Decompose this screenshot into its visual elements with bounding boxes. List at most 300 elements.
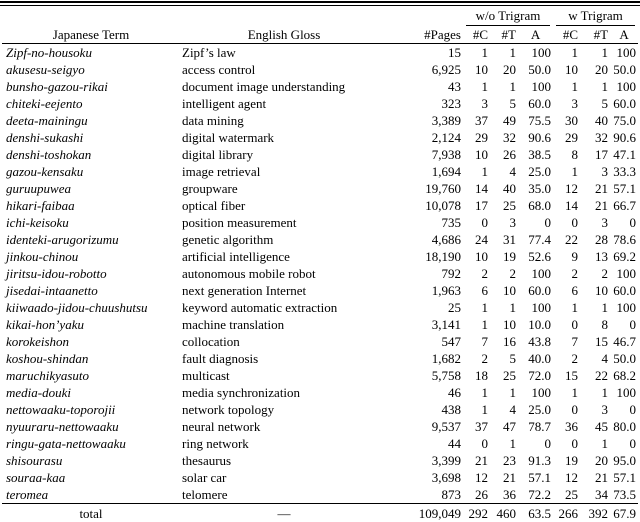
term-cell: jiritsu-idou-robotto [6, 266, 107, 281]
w-trigram-t-cell: 20 [595, 62, 609, 77]
gloss-cell: access control [182, 62, 256, 77]
wo-trigram-t-cell: 25 [503, 198, 516, 213]
wo-trigram-t-cell: 2 [509, 266, 516, 281]
table-row [2, 282, 638, 299]
w-trigram-t-cell: 1 [601, 436, 609, 451]
table-row [2, 129, 638, 146]
pages-cell: 3,389 [431, 113, 461, 128]
term-cell: kiiwaado-jidou-chuushutsu [6, 300, 148, 315]
w-trigram-t-cell: 17 [595, 147, 609, 162]
gloss-cell: neural network [182, 419, 261, 434]
wo-trigram-c-cell: 1 [481, 300, 488, 315]
gloss-cell: collocation [182, 334, 240, 349]
w-trigram-t-cell: 3 [601, 164, 609, 179]
wo-trigram-a-cell: 50.0 [528, 62, 552, 77]
w-trigram-c-cell: 1 [571, 45, 579, 60]
w-trigram-c-cell: 0 [571, 436, 579, 451]
term-cell: Zipf-no-housoku [6, 45, 92, 60]
table-row [2, 180, 638, 197]
table-row [2, 367, 638, 384]
table-row [2, 265, 638, 282]
term-cell: nyuuraru-nettowaaku [6, 419, 119, 434]
group-header-wo-trigram-label: w/o Trigram [466, 6, 550, 26]
term-cell: teromea [6, 487, 49, 502]
wo-trigram-c-cell: 3 [481, 96, 488, 111]
term-cell: ichi-keisoku [6, 215, 69, 230]
gloss-cell: telomere [182, 487, 228, 502]
wo-trigram-t-cell: 36 [503, 487, 516, 502]
wo-trigram-a-cell: 0 [544, 436, 552, 451]
wo-trigram-t-cell: 47 [503, 419, 516, 434]
wo-trigram-a-cell: 100 [531, 45, 552, 60]
pages-cell: 5,758 [431, 368, 461, 383]
term-cell: kikai-hon’yaku [6, 317, 84, 332]
pages-cell: 2,124 [431, 130, 461, 145]
w-trigram-t-cell: 34 [595, 487, 609, 502]
wo-trigram-a-cell: 10.0 [528, 317, 552, 332]
w-trigram-t-cell: 10 [595, 283, 609, 298]
term-cell: souraa-kaa [6, 470, 66, 485]
w-trigram-c-cell: 30 [565, 113, 579, 128]
wo-trigram-t-cell: 1 [509, 79, 516, 94]
table-row [2, 452, 638, 469]
term-cell: koshou-shindan [6, 351, 89, 366]
wo-trigram-c-cell: 10 [475, 147, 488, 162]
gloss-cell: keyword automatic extraction [182, 300, 338, 315]
w-trigram-a-cell: 95.0 [613, 453, 637, 468]
pages-cell: 46 [448, 385, 461, 400]
w-trigram-t-cell: 45 [595, 419, 609, 434]
wo-trigram-t-cell: 5 [509, 96, 516, 111]
pages-cell: 7,938 [431, 147, 461, 162]
table-row [2, 316, 638, 333]
w-trigram-a-cell: 50.0 [613, 351, 637, 366]
pages-cell: 1,694 [431, 164, 461, 179]
wo-trigram-a-cell: 0 [544, 215, 552, 230]
gloss-cell: thesaurus [182, 453, 232, 468]
column-header-w-a: A [610, 26, 638, 44]
wo-trigram-c-cell: 1 [481, 45, 488, 60]
wo-trigram-a-cell: 100 [531, 266, 552, 281]
w-trigram-t-cell: 1 [601, 385, 609, 400]
term-cell: korokeishon [6, 334, 70, 349]
wo-trigram-a-cell: 57.1 [528, 470, 552, 485]
term-cell: gazou-kensaku [6, 164, 84, 179]
table-row [2, 469, 638, 486]
table-row [2, 231, 638, 248]
w-trigram-a-cell: 100 [616, 79, 637, 94]
term-cell: guruupuwea [6, 181, 71, 196]
table-row [2, 299, 638, 316]
wo-trigram-a-cell: 60.0 [528, 283, 552, 298]
w-trigram-a-cell: 66.7 [613, 198, 637, 213]
wo-trigram-t-cell: 1 [509, 45, 516, 60]
table-row [2, 197, 638, 214]
term-cell: shisourasu [6, 453, 63, 468]
group-header-w-trigram-label: w Trigram [556, 6, 635, 26]
term-cell: denshi-toshokan [6, 147, 92, 162]
pages-cell: 792 [441, 266, 461, 281]
gloss-cell: digital library [182, 147, 254, 162]
wo-trigram-t-cell: 5 [509, 351, 516, 366]
wo-trigram-t-cell: 31 [503, 232, 516, 247]
wo-trigram-c-cell: 1 [481, 164, 488, 179]
wo-trigram-a-cell: 75.5 [528, 113, 552, 128]
term-cell: akusesu-seigyo [6, 62, 85, 77]
total-wo-c: 292 [463, 504, 490, 522]
w-trigram-t-cell: 1 [601, 300, 609, 315]
w-trigram-c-cell: 9 [571, 249, 579, 264]
column-header-wo-t: #T [490, 26, 518, 44]
wo-trigram-c-cell: 1 [481, 317, 488, 332]
table-row [2, 78, 638, 95]
w-trigram-c-cell: 0 [571, 317, 579, 332]
wo-trigram-a-cell: 38.5 [528, 147, 552, 162]
term-cell: jinkou-chinou [6, 249, 79, 264]
wo-trigram-a-cell: 90.6 [528, 130, 552, 145]
table-row [2, 350, 638, 367]
wo-trigram-a-cell: 25.0 [528, 402, 552, 417]
pages-cell: 25 [448, 300, 461, 315]
pages-cell: 4,686 [431, 232, 461, 247]
wo-trigram-t-cell: 19 [503, 249, 516, 264]
table-row [2, 333, 638, 350]
gloss-cell: machine translation [182, 317, 285, 332]
total-label: total [2, 504, 180, 522]
w-trigram-t-cell: 8 [601, 317, 609, 332]
wo-trigram-t-cell: 32 [503, 130, 516, 145]
w-trigram-t-cell: 3 [601, 215, 609, 230]
column-header-english-gloss: English Gloss [180, 26, 388, 44]
table-row [2, 163, 638, 180]
column-header-japanese-term: Japanese Term [2, 26, 180, 44]
wo-trigram-a-cell: 40.0 [528, 351, 552, 366]
wo-trigram-c-cell: 37 [475, 113, 488, 128]
wo-trigram-c-cell: 26 [475, 487, 488, 502]
w-trigram-a-cell: 60.0 [613, 96, 637, 111]
term-cell: jisedai-intaanetto [6, 283, 98, 298]
pages-cell: 3,399 [431, 453, 461, 468]
wo-trigram-a-cell: 43.8 [528, 334, 552, 349]
wo-trigram-t-cell: 1 [509, 436, 516, 451]
wo-trigram-t-cell: 3 [509, 215, 516, 230]
w-trigram-c-cell: 1 [571, 164, 579, 179]
table-row [2, 384, 638, 401]
term-cell: denshi-sukashi [6, 130, 84, 145]
w-trigram-t-cell: 40 [595, 113, 609, 128]
w-trigram-t-cell: 21 [595, 181, 609, 196]
wo-trigram-a-cell: 100 [531, 300, 552, 315]
term-cell: chiteki-eejento [6, 96, 83, 111]
gloss-cell: multicast [182, 368, 230, 383]
wo-trigram-t-cell: 23 [503, 453, 516, 468]
w-trigram-c-cell: 25 [565, 487, 579, 502]
wo-trigram-c-cell: 6 [481, 283, 488, 298]
pages-cell: 438 [441, 402, 461, 417]
total-wo-t: 460 [490, 504, 518, 522]
pages-cell: 10,078 [425, 198, 461, 213]
wo-trigram-a-cell: 72.2 [528, 487, 552, 502]
table-row [2, 486, 638, 504]
w-trigram-a-cell: 73.5 [613, 487, 637, 502]
wo-trigram-a-cell: 77.4 [528, 232, 552, 247]
w-trigram-t-cell: 1 [601, 45, 609, 60]
group-header-w-trigram [553, 6, 638, 26]
gloss-cell: digital watermark [182, 130, 275, 145]
gloss-cell: Zipf’s law [182, 45, 236, 60]
w-trigram-t-cell: 28 [595, 232, 609, 247]
pages-cell: 15 [448, 45, 461, 60]
total-w-c: 266 [553, 504, 580, 522]
group-header-wo-trigram [463, 6, 553, 26]
table-row [2, 61, 638, 78]
wo-trigram-a-cell: 25.0 [528, 164, 552, 179]
wo-trigram-t-cell: 4 [509, 164, 516, 179]
gloss-cell: fault diagnosis [182, 351, 259, 366]
w-trigram-c-cell: 22 [565, 232, 579, 247]
gloss-cell: intelligent agent [182, 96, 267, 111]
term-cell: maruchikyasuto [6, 368, 90, 383]
total-row [2, 504, 638, 522]
wo-trigram-c-cell: 29 [475, 130, 488, 145]
wo-trigram-t-cell: 25 [503, 368, 516, 383]
w-trigram-a-cell: 78.6 [613, 232, 637, 247]
w-trigram-t-cell: 4 [601, 351, 609, 366]
wo-trigram-c-cell: 24 [475, 232, 488, 247]
column-header-w-t: #T [580, 26, 610, 44]
wo-trigram-c-cell: 10 [475, 249, 488, 264]
wo-trigram-a-cell: 52.6 [528, 249, 552, 264]
w-trigram-c-cell: 12 [565, 181, 579, 196]
table-row [2, 146, 638, 163]
table-row [2, 112, 638, 129]
wo-trigram-t-cell: 26 [503, 147, 516, 162]
term-cell: ringu-gata-nettowaaku [6, 436, 126, 451]
wo-trigram-c-cell: 0 [481, 436, 488, 451]
group-header-row [2, 6, 638, 26]
table-body [2, 44, 638, 504]
gloss-cell: artificial intelligence [182, 249, 290, 264]
w-trigram-c-cell: 0 [571, 402, 579, 417]
wo-trigram-c-cell: 1 [481, 385, 488, 400]
wo-trigram-t-cell: 40 [503, 181, 516, 196]
wo-trigram-t-cell: 1 [509, 385, 516, 400]
table-footer [2, 504, 638, 522]
pages-cell: 3,698 [431, 470, 461, 485]
wo-trigram-t-cell: 1 [509, 300, 516, 315]
pages-cell: 735 [441, 215, 461, 230]
wo-trigram-c-cell: 37 [475, 419, 488, 434]
wo-trigram-a-cell: 68.0 [528, 198, 552, 213]
term-cell: media-douki [6, 385, 71, 400]
table-row [2, 95, 638, 112]
wo-trigram-c-cell: 2 [481, 351, 488, 366]
w-trigram-a-cell: 0 [629, 215, 637, 230]
w-trigram-c-cell: 1 [571, 385, 579, 400]
gloss-cell: solar car [182, 470, 227, 485]
w-trigram-a-cell: 75.0 [613, 113, 637, 128]
total-w-t: 392 [580, 504, 610, 522]
pages-cell: 44 [448, 436, 461, 451]
w-trigram-t-cell: 15 [595, 334, 609, 349]
w-trigram-a-cell: 100 [616, 45, 637, 60]
pages-cell: 3,141 [431, 317, 461, 332]
term-results-table [2, 6, 638, 522]
w-trigram-a-cell: 57.1 [613, 181, 637, 196]
w-trigram-t-cell: 2 [601, 266, 609, 281]
w-trigram-c-cell: 29 [565, 130, 579, 145]
wo-trigram-t-cell: 16 [503, 334, 516, 349]
column-header-pages: #Pages [388, 26, 463, 44]
w-trigram-c-cell: 8 [571, 147, 579, 162]
pages-cell: 323 [441, 96, 461, 111]
column-header-wo-a: A [518, 26, 553, 44]
gloss-cell: genetic algorithm [182, 232, 274, 247]
wo-trigram-c-cell: 18 [475, 368, 488, 383]
w-trigram-c-cell: 2 [571, 351, 579, 366]
wo-trigram-c-cell: 21 [475, 453, 488, 468]
table-row [2, 435, 638, 452]
w-trigram-a-cell: 100 [616, 385, 637, 400]
w-trigram-c-cell: 2 [571, 266, 579, 281]
gloss-cell: data mining [182, 113, 244, 128]
w-trigram-a-cell: 90.6 [613, 130, 637, 145]
w-trigram-t-cell: 13 [595, 249, 609, 264]
w-trigram-a-cell: 33.3 [613, 164, 637, 179]
wo-trigram-c-cell: 1 [481, 402, 488, 417]
w-trigram-c-cell: 3 [571, 96, 579, 111]
pages-cell: 1,682 [431, 351, 461, 366]
pages-cell: 6,925 [431, 62, 461, 77]
w-trigram-t-cell: 5 [601, 96, 609, 111]
wo-trigram-c-cell: 10 [475, 62, 488, 77]
gloss-cell: next generation Internet [182, 283, 307, 298]
column-header-wo-c: #C [463, 26, 490, 44]
wo-trigram-a-cell: 78.7 [528, 419, 552, 434]
w-trigram-a-cell: 0 [629, 436, 637, 451]
total-gloss-dash: — [180, 504, 388, 522]
wo-trigram-c-cell: 1 [481, 79, 488, 94]
wo-trigram-a-cell: 100 [531, 385, 552, 400]
w-trigram-a-cell: 57.1 [613, 470, 637, 485]
wo-trigram-a-cell: 91.3 [528, 453, 552, 468]
term-cell: hikari-faibaa [6, 198, 75, 213]
pages-cell: 547 [441, 334, 461, 349]
group-header-spacer [2, 6, 463, 26]
column-header-w-c: #C [553, 26, 580, 44]
w-trigram-a-cell: 69.2 [613, 249, 637, 264]
wo-trigram-c-cell: 0 [481, 215, 488, 230]
w-trigram-t-cell: 20 [595, 453, 609, 468]
gloss-cell: media synchronization [182, 385, 301, 400]
pages-cell: 9,537 [431, 419, 461, 434]
pages-cell: 43 [448, 79, 461, 94]
w-trigram-c-cell: 1 [571, 300, 579, 315]
w-trigram-a-cell: 47.1 [613, 147, 637, 162]
wo-trigram-t-cell: 10 [503, 317, 516, 332]
total-wo-a: 63.5 [518, 504, 553, 522]
table-row [2, 248, 638, 265]
pages-cell: 18,190 [425, 249, 461, 264]
term-cell: nettowaaku-toporojii [6, 402, 116, 417]
wo-trigram-c-cell: 12 [475, 470, 488, 485]
w-trigram-t-cell: 21 [595, 470, 609, 485]
w-trigram-c-cell: 10 [565, 62, 579, 77]
table-header [2, 6, 638, 44]
column-header-row [2, 26, 638, 44]
gloss-cell: autonomous mobile robot [182, 266, 316, 281]
total-pages: 109,049 [388, 504, 463, 522]
w-trigram-c-cell: 19 [565, 453, 579, 468]
total-w-a: 67.9 [610, 504, 638, 522]
wo-trigram-t-cell: 20 [503, 62, 516, 77]
w-trigram-a-cell: 68.2 [613, 368, 637, 383]
w-trigram-c-cell: 0 [571, 215, 579, 230]
wo-trigram-t-cell: 4 [509, 402, 516, 417]
w-trigram-a-cell: 50.0 [613, 62, 637, 77]
table-row [2, 214, 638, 231]
term-cell: identeki-arugorizumu [6, 232, 119, 247]
w-trigram-a-cell: 100 [616, 266, 637, 281]
w-trigram-a-cell: 100 [616, 300, 637, 315]
w-trigram-a-cell: 60.0 [613, 283, 637, 298]
w-trigram-c-cell: 12 [565, 470, 579, 485]
table-row [2, 401, 638, 418]
w-trigram-c-cell: 1 [571, 79, 579, 94]
w-trigram-t-cell: 3 [601, 402, 609, 417]
wo-trigram-t-cell: 49 [503, 113, 516, 128]
w-trigram-a-cell: 80.0 [613, 419, 637, 434]
wo-trigram-c-cell: 14 [475, 181, 488, 196]
wo-trigram-a-cell: 60.0 [528, 96, 552, 111]
pages-cell: 19,760 [425, 181, 461, 196]
gloss-cell: ring network [182, 436, 249, 451]
w-trigram-c-cell: 15 [565, 368, 579, 383]
w-trigram-t-cell: 1 [601, 79, 609, 94]
table-row [2, 44, 638, 62]
gloss-cell: document image understanding [182, 79, 346, 94]
w-trigram-t-cell: 21 [595, 198, 609, 213]
w-trigram-c-cell: 14 [565, 198, 579, 213]
term-cell: bunsho-gazou-rikai [6, 79, 108, 94]
table-row [2, 418, 638, 435]
term-cell: deeta-mainingu [6, 113, 88, 128]
pages-cell: 873 [441, 487, 461, 502]
gloss-cell: optical fiber [182, 198, 246, 213]
w-trigram-c-cell: 36 [565, 419, 579, 434]
gloss-cell: groupware [182, 181, 238, 196]
gloss-cell: network topology [182, 402, 275, 417]
wo-trigram-a-cell: 100 [531, 79, 552, 94]
w-trigram-t-cell: 32 [595, 130, 609, 145]
wo-trigram-a-cell: 35.0 [528, 181, 552, 196]
w-trigram-t-cell: 22 [595, 368, 609, 383]
w-trigram-a-cell: 0 [629, 402, 637, 417]
w-trigram-a-cell: 0 [629, 317, 637, 332]
wo-trigram-c-cell: 7 [481, 334, 488, 349]
w-trigram-c-cell: 7 [571, 334, 579, 349]
w-trigram-a-cell: 46.7 [613, 334, 637, 349]
gloss-cell: position measurement [182, 215, 297, 230]
gloss-cell: image retrieval [182, 164, 261, 179]
w-trigram-c-cell: 6 [571, 283, 579, 298]
wo-trigram-a-cell: 72.0 [528, 368, 552, 383]
wo-trigram-c-cell: 17 [475, 198, 488, 213]
wo-trigram-t-cell: 21 [503, 470, 516, 485]
pages-cell: 1,963 [431, 283, 461, 298]
wo-trigram-t-cell: 10 [503, 283, 516, 298]
wo-trigram-c-cell: 2 [481, 266, 488, 281]
